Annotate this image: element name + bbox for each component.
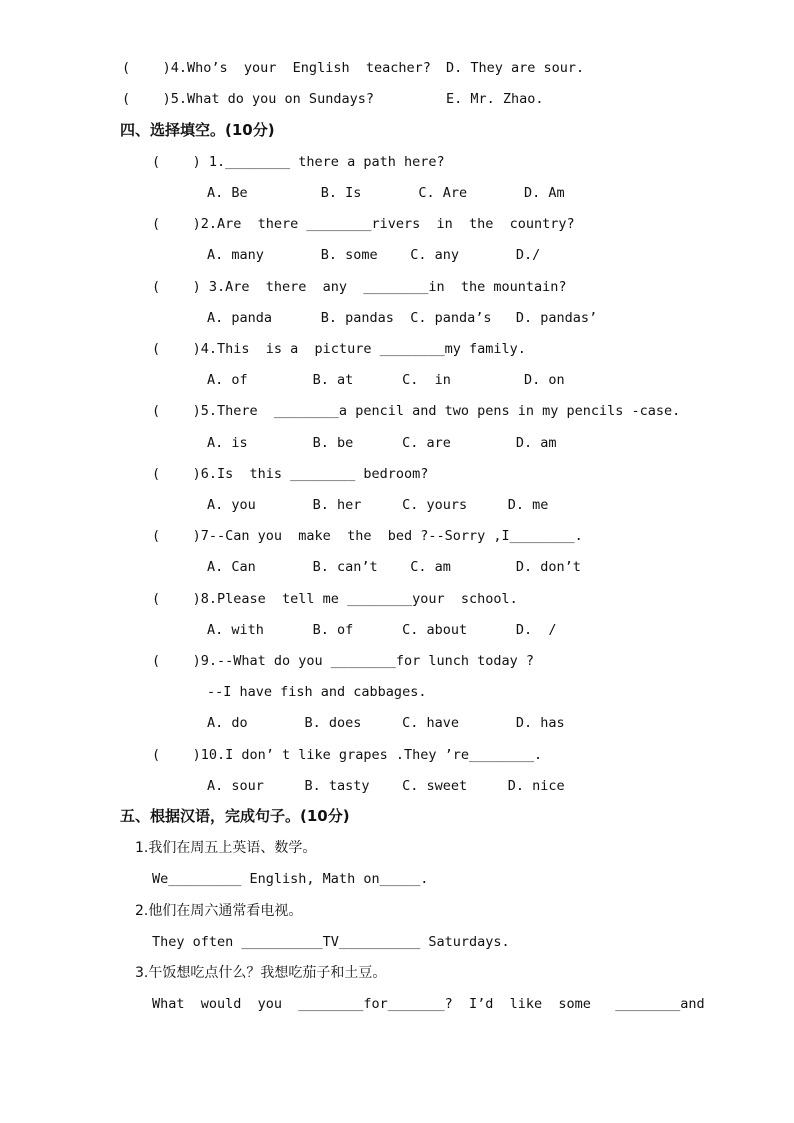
- mc-options-10: A. sour B. tasty C. sweet D. nice: [207, 778, 565, 794]
- mc-dialogue-9: --I have fish and cabbages.: [207, 684, 427, 700]
- translate-prompt-3: 3.午饭想吃点什么？我想吃茄子和土豆。: [135, 965, 387, 981]
- mc-options-9: A. do B. does C. have D. has: [207, 715, 565, 731]
- mc-question-7: ( )7--Can you make the bed ?--Sorry ,I________.: [152, 528, 583, 544]
- mc-question-5: ( )5.There ________a pencil and two pens in my pencils -case.: [152, 403, 681, 419]
- mc-options-8: A. with B. of C. about D. /: [207, 622, 557, 638]
- mc-question-1: ( ) 1.________ there a path here?: [152, 154, 445, 170]
- matching-answer-e: E. Mr. Zhao.: [446, 91, 544, 107]
- matching-answer-d: D. They are sour.: [446, 60, 585, 76]
- mc-question-2: ( )2.Are there ________rivers in the country?: [152, 216, 575, 232]
- mc-options-3: A. panda B. pandas C. panda’s D. pandas’: [207, 310, 598, 326]
- mc-options-6: A. you B. her C. yours D. me: [207, 497, 549, 513]
- translate-sentence-2: They often __________TV__________ Saturdays.: [152, 934, 510, 950]
- mc-options-5: A. is B. be C. are D. am: [207, 435, 557, 451]
- mc-question-3: ( ) 3.Are there any ________in the mountain?: [152, 279, 567, 295]
- matching-question-5: ( )5.What do you on Sundays?: [122, 91, 374, 107]
- mc-question-8: ( )8.Please tell me ________your school.: [152, 591, 518, 607]
- translate-sentence-3: What would you ________for_______? I’d like some ________and: [152, 996, 705, 1012]
- section-4-heading: 四、选择填空。(10分): [120, 121, 275, 139]
- matching-question-4: ( )4.Who’s your English teacher?: [122, 60, 431, 76]
- translate-prompt-1: 1.我们在周五上英语、数学。: [135, 840, 317, 856]
- translate-sentence-1: We_________ English, Math on_____.: [152, 871, 429, 887]
- mc-question-6: ( )6.Is this ________ bedroom?: [152, 466, 429, 482]
- mc-options-2: A. many B. some C. any D./: [207, 247, 541, 263]
- mc-options-7: A. Can B. can’t C. am D. don’t: [207, 559, 581, 575]
- section-5-heading: 五、根据汉语，完成句子。(10分): [120, 807, 350, 825]
- mc-question-4: ( )4.This is a picture ________my family.: [152, 341, 526, 357]
- translate-prompt-2: 2.他们在周六通常看电视。: [135, 903, 303, 919]
- mc-question-9: ( )9.--What do you ________for lunch today ?: [152, 653, 535, 669]
- mc-options-4: A. of B. at C. in D. on: [207, 372, 565, 388]
- mc-question-10: ( )10.I don’ t like grapes .They ’re________.: [152, 747, 543, 763]
- mc-options-1: A. Be B. Is C. Are D. Am: [207, 185, 565, 201]
